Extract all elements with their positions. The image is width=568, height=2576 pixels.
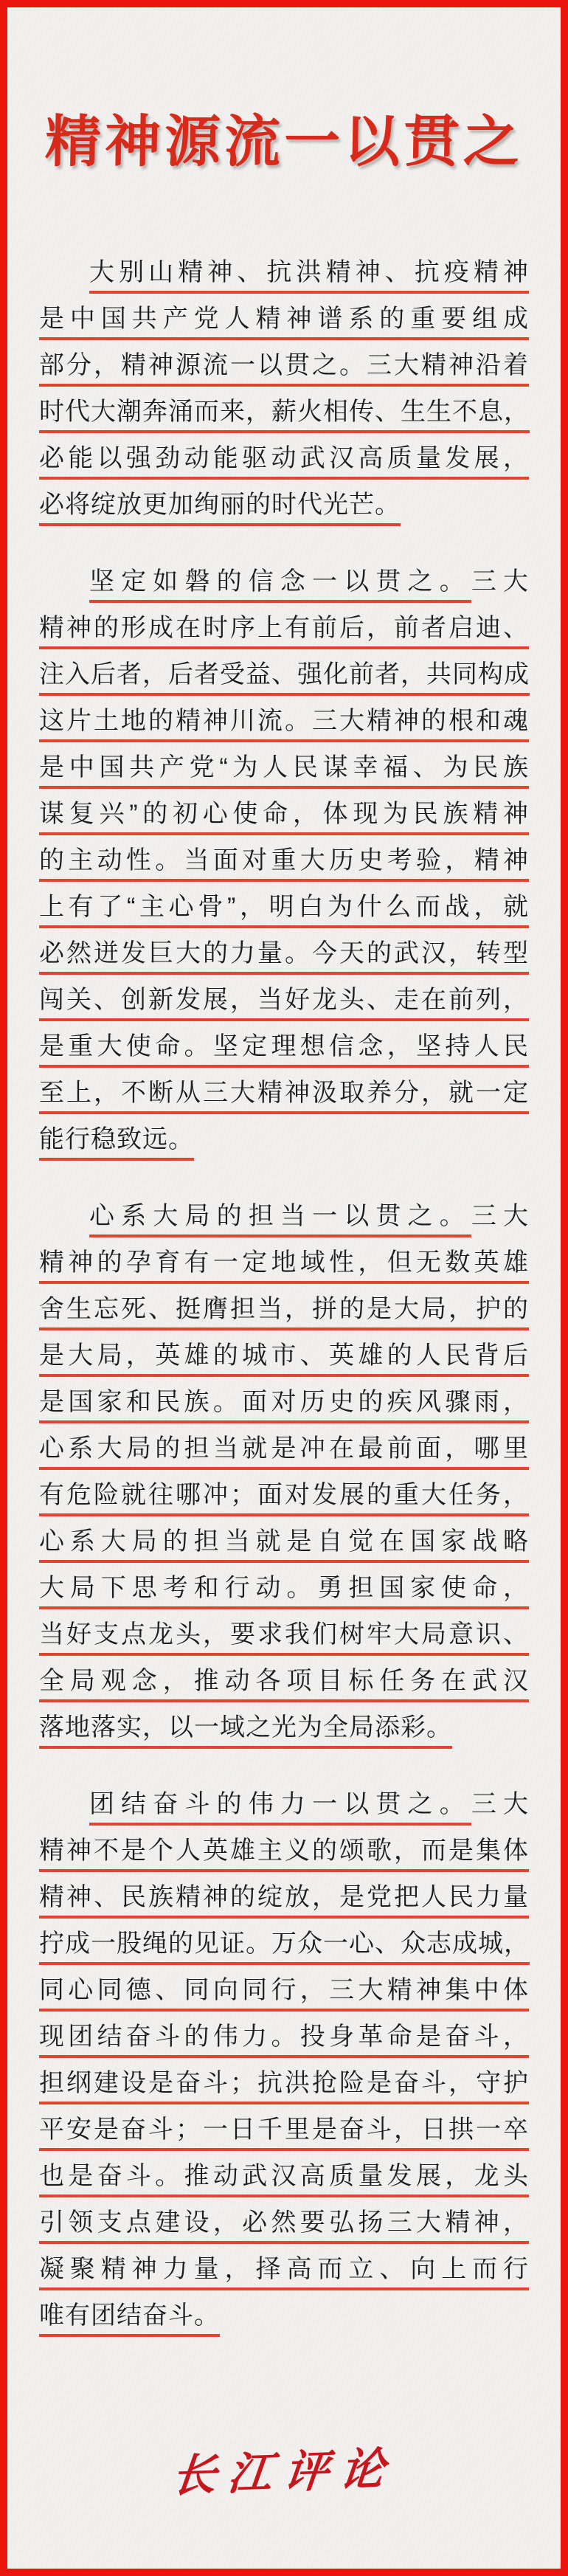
underlined-text: 平安是奋斗；一日千里是奋斗，日拱一卒 (39, 2116, 529, 2144)
underlined-text: 能行稳致远。 (39, 1125, 194, 1153)
underlined-text: 大局下思考和行动。勇担国家使命， (39, 1574, 529, 1602)
body-line (39, 1472, 529, 1519)
plain-text: 三大 (471, 1790, 530, 1818)
body-line (39, 1286, 529, 1333)
body-line (39, 1967, 529, 2014)
underlined-text: 的主动性。当面对重大历史考验，精神 (39, 846, 529, 874)
underlined-text: 必能以强劲动能驱动武汉高质量发展， (39, 444, 529, 472)
paragraph (39, 1193, 529, 1751)
body-line (39, 745, 529, 791)
plain-text: 三大 (471, 567, 530, 595)
signature-logo: 长江评论 (169, 2442, 399, 2503)
body-line (39, 1519, 529, 1565)
underlined-text: 舍生忘死、挺膺担当，拼的是大局，护的 (39, 1295, 529, 1323)
underlined-text: 坚定如磐的信念一以贯之。 (89, 567, 471, 595)
body-line (39, 1781, 529, 1828)
underlined-text: 谋复兴”的初心使命，体现为民族精神 (39, 800, 529, 828)
underlined-text: 部分，精神源流一以贯之。三大精神沿着 (39, 351, 529, 379)
body-line (39, 296, 529, 342)
body-line (39, 2014, 529, 2060)
underlined-text: 是重大使命。坚定理想信念，坚持人民 (39, 1032, 529, 1060)
body-line (39, 249, 529, 296)
underlined-text: 至上，不断从三大精神汲取养分，就一定 (39, 1079, 529, 1107)
body-line (39, 977, 529, 1023)
underlined-text: 闯关、创新发展，当好龙头、走在前列， (39, 986, 529, 1014)
body-line (39, 559, 529, 605)
underlined-text: 当好支点龙头，要求我们树牢大局意识、 (39, 1620, 529, 1648)
body-line (39, 435, 529, 482)
underlined-text: 大别山精神、抗洪精神、抗疫精神 (89, 258, 529, 286)
body-line (39, 2107, 529, 2153)
underlined-text: 也是奋斗。推动武汉高质量发展，龙头 (39, 2162, 529, 2190)
underlined-text: 精神不是个人英雄主义的颂歌，而是集体 (39, 1837, 529, 1865)
body-line (39, 1116, 529, 1163)
underlined-text: 唯有团结奋斗。 (39, 2302, 220, 2330)
underlined-text: 必将绽放更加绚丽的时代光芒。 (39, 491, 401, 519)
underlined-text: 是大局，英雄的城市、英雄的人民背后 (39, 1341, 529, 1370)
underlined-text: 凝聚精神力量，择高而立、向上而行 (39, 2255, 529, 2283)
underlined-text: 时代大潮奔涌而来，薪火相传、生生不息， (39, 398, 530, 426)
body-line (39, 698, 529, 745)
underlined-text: 心系大局的担当就是自觉在国家战略 (39, 1527, 529, 1555)
underlined-text: 是中国共产党人精神谱系的重要组成 (39, 305, 529, 333)
underlined-text: 全局观念，推动各项目标任务在武汉 (39, 1667, 529, 1695)
body-line (39, 1023, 529, 1070)
underlined-text: 现团结奋斗的伟力。投身革命是奋斗， (39, 2023, 529, 2051)
underlined-text: 心系大局的担当就是冲在最前面，哪里 (39, 1434, 529, 1463)
body-line (39, 1193, 529, 1240)
body-line (39, 838, 529, 884)
underlined-text: 有危险就往哪冲；面对发展的重大任务， (39, 1481, 529, 1509)
body-line (39, 2200, 529, 2246)
body-line (39, 1565, 529, 1612)
body-line (39, 342, 529, 389)
underlined-text: 是中国共产党“为人民谋幸福、为民族 (39, 753, 529, 781)
underlined-text: 上有了“主心骨”，明白为什么而战，就 (39, 893, 529, 921)
body-line (39, 930, 529, 977)
underlined-text: 心系大局的担当一以贯之。 (89, 1202, 471, 1230)
underlined-text: 精神的孕育有一定地域性，但无数英雄 (39, 1249, 529, 1277)
paragraph (39, 249, 529, 528)
underlined-text: 是国家和民族。面对历史的疾风骤雨， (39, 1388, 529, 1416)
body-line (39, 1658, 529, 1705)
body-line (39, 1874, 529, 1921)
underlined-text: 担纲建设是奋斗；抗洪抢险是奋斗，守护 (39, 2069, 529, 2097)
body-line (39, 1612, 529, 1658)
body-line (39, 2060, 529, 2107)
body-line (39, 1828, 529, 1874)
underlined-text: 必然迸发巨大的力量。今天的武汉，转型 (39, 939, 529, 967)
body-line (39, 2246, 529, 2293)
underlined-text: 团结奋斗的伟力一以贯之。 (89, 1790, 471, 1818)
body-line (39, 1379, 529, 1426)
body-line (39, 652, 529, 698)
body-line (39, 2153, 529, 2200)
page-title: 精神源流一以贯之 (44, 111, 524, 173)
body-line (39, 605, 529, 652)
article-body (39, 249, 529, 2339)
body-line (39, 1070, 529, 1116)
body-line (39, 1333, 529, 1379)
body-line (39, 2293, 529, 2339)
body-line (39, 884, 529, 930)
underlined-text: 这片土地的精神川流。三大精神的根和魂 (39, 707, 529, 735)
body-line (39, 1426, 529, 1472)
underlined-text: 拧成一股绳的见证。万众一心、众志成城， (39, 1930, 530, 1958)
plain-text: 三大 (471, 1202, 530, 1230)
body-line (39, 1921, 529, 1967)
paragraph (39, 559, 529, 1163)
underlined-text: 精神的形成在时序上有前后，前者启迪、 (39, 614, 529, 642)
underlined-text: 同心同德、同向同行，三大精神集中体 (39, 1976, 529, 2004)
body-line (39, 482, 529, 528)
body-line (39, 1240, 529, 1286)
underlined-text: 注入后者，后者受益、强化前者，共同构成 (39, 660, 530, 688)
underlined-text: 精神、民族精神的绽放，是党把人民力量 (39, 1883, 529, 1911)
underlined-text: 落地落实，以一域之光为全局添彩。 (39, 1713, 452, 1741)
paragraph (39, 1781, 529, 2339)
body-line (39, 389, 529, 435)
underlined-text: 引领支点建设，必然要弘扬三大精神， (39, 2209, 529, 2237)
body-line (39, 791, 529, 838)
body-line (39, 1705, 529, 1751)
